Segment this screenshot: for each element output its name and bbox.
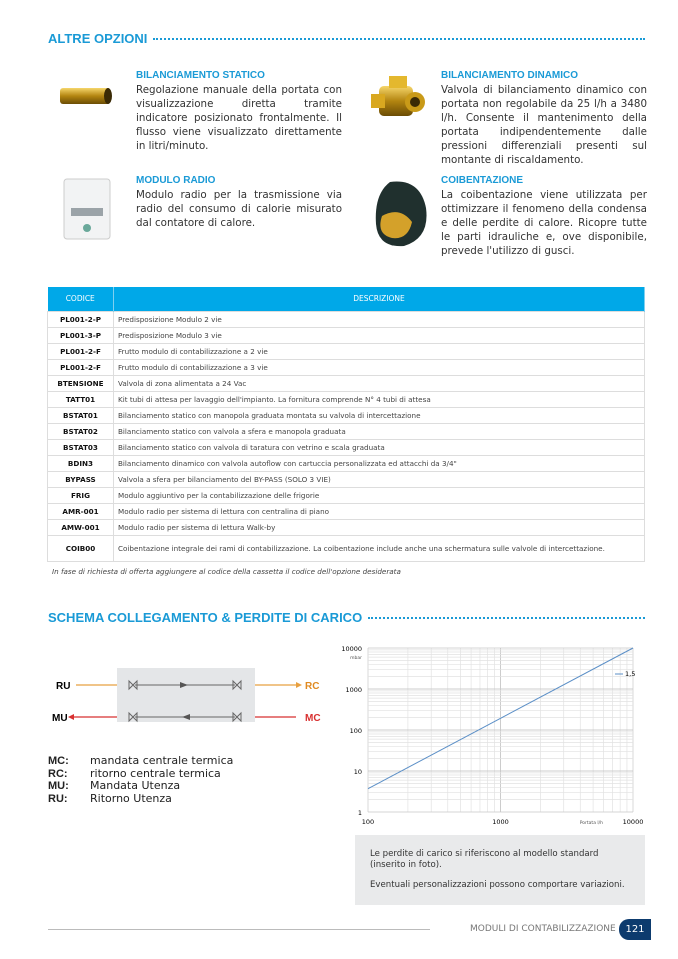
cell-description: Valvola a sfera per bilanciamento del BY-PASS (SOLO 3 VIE)	[114, 471, 645, 487]
legend-key: RU:	[48, 792, 68, 805]
table-row	[48, 503, 645, 519]
table-row	[48, 327, 645, 343]
section-title-text: SCHEMA COLLEGAMENTO & PERDITE DI CARICO	[48, 610, 363, 625]
dotted-divider	[153, 38, 645, 40]
info-box	[355, 835, 645, 905]
cell-description: Frutto modulo di contabilizzazione a 3 vie	[114, 359, 645, 375]
dotted-divider	[368, 617, 645, 619]
y-tick-label: 10000	[341, 645, 362, 653]
table-row	[48, 487, 645, 503]
legend-value: ritorno centrale termica	[90, 766, 221, 780]
table-row	[48, 535, 645, 561]
cell-description: Coibentazione integrale dei rami di contabilizzazione. La coibentazione include anche una schermatura sulle valvole di intercettazione.	[114, 535, 645, 561]
option-radio-module	[136, 174, 342, 230]
abbreviation-legend	[48, 755, 233, 805]
dynamic-balancing-valve-image	[367, 72, 427, 132]
cell-code: BYPASS	[48, 471, 114, 487]
table-row	[48, 311, 645, 327]
option-title: BILANCIAMENTO STATICO	[136, 70, 265, 81]
table-row	[48, 375, 645, 391]
y-tick-label: 1000	[345, 686, 362, 694]
cell-description: Valvola di zona alimentata a 24 Vac	[114, 375, 645, 391]
cell-code: BDIN3	[48, 455, 114, 471]
legend-value: Mandata Utenza	[90, 779, 181, 792]
y-axis-label: mbar	[350, 656, 362, 661]
option-dynamic-balancing	[441, 69, 647, 167]
section-title-schema	[48, 610, 645, 625]
x-axis-label: Portata l/h	[579, 821, 603, 826]
cell-description: Modulo aggiuntivo per la contabilizzazione delle frigorie	[114, 487, 645, 503]
y-tick-label: 1	[357, 809, 362, 817]
footer-section-name: MODULI DI CONTABILIZZAZIONE	[470, 924, 616, 934]
table-row	[48, 343, 645, 359]
table-row	[48, 439, 645, 455]
cell-description: Modulo radio per sistema di lettura Walk-by	[114, 519, 645, 535]
table-row	[48, 391, 645, 407]
column-header-descrizione: DESCRIZIONE	[114, 287, 645, 311]
cell-description: Bilanciamento statico con valvola di taratura con vetrino e scala graduata	[114, 439, 645, 455]
table-row	[48, 423, 645, 439]
cell-code: FRIG	[48, 487, 114, 503]
x-tick-label: 100	[361, 818, 375, 826]
cell-code: PL001-3-P	[48, 327, 114, 343]
option-title: MODULO RADIO	[136, 175, 216, 186]
pressure-loss-chart	[340, 638, 650, 833]
label-ru: RU	[56, 681, 71, 692]
cell-description: Predisposizione Modulo 2 vie	[114, 311, 645, 327]
connection-diagram	[40, 660, 340, 730]
label-rc: RC	[305, 681, 320, 692]
cell-code: BTENSIONE	[48, 375, 114, 391]
arrow-left-icon	[68, 714, 74, 720]
y-tick-label: 10	[353, 768, 362, 776]
radio-module-image	[63, 178, 111, 240]
legend-key: MU:	[48, 780, 69, 792]
option-insulation	[441, 174, 647, 258]
arrow-right-icon	[296, 682, 302, 688]
cell-code: BSTAT02	[48, 423, 114, 439]
cell-code: COIB00	[48, 535, 114, 561]
x-tick-label: 10000	[622, 818, 644, 826]
insulation-shell-image	[370, 178, 430, 250]
cell-description: Kit tubi di attesa per lavaggio dell'impianto. La fornitura comprende N° 4 tubi di attesa	[114, 391, 645, 407]
option-description: Regolazione manuale della portata con visualizzazione diretta tramite indicatore posizionato frontalmente. Il flusso viene visualizzato direttamente in litri/minuto.	[136, 84, 342, 152]
table-row	[48, 519, 645, 535]
section-title-altre-opzioni	[48, 31, 645, 46]
cell-description: Modulo radio per sistema di lettura con centralina di piano	[114, 503, 645, 519]
option-title: COIBENTAZIONE	[441, 175, 524, 186]
legend-label: 1,5	[625, 670, 636, 678]
static-balancing-valve-image	[58, 82, 114, 110]
cell-description: Bilanciamento statico con valvola a sfera e manopola graduata	[114, 423, 645, 439]
cell-code: BSTAT03	[48, 439, 114, 455]
cell-code: AMR-001	[48, 503, 114, 519]
legend-item	[48, 793, 233, 806]
table-row	[48, 359, 645, 375]
cell-description: Bilanciamento dinamico con valvola autoflow con cartuccia personalizzata ed attacchi da 3/4"	[114, 455, 645, 471]
option-description: Modulo radio per la trasmissione via radio del consumo di calorie misurato dal contatore di calore.	[136, 189, 342, 229]
info-text: Eventuali personalizzazioni possono comportare variazioni.	[370, 880, 625, 890]
option-title: BILANCIAMENTO DINAMICO	[441, 70, 579, 81]
cell-code: PL001-2-P	[48, 311, 114, 327]
table-row	[48, 455, 645, 471]
footer-divider	[48, 929, 430, 930]
cell-description: Predisposizione Modulo 3 vie	[114, 327, 645, 343]
table-row	[48, 407, 645, 423]
cell-code: AMW-001	[48, 519, 114, 535]
label-mc: MC	[305, 713, 321, 724]
table-row	[48, 471, 645, 487]
column-header-codice: CODICE	[48, 287, 114, 311]
legend-key: RC:	[48, 767, 68, 780]
option-description: La coibentazione viene utilizzata per ottimizzare il fenomeno della condensa e delle perdite di calore. Ricopre tutte le parti idrauliche e, ove disponibile, prevede l'utilizzo di gusci.	[441, 189, 647, 257]
x-tick-label: 1000	[492, 818, 509, 826]
cell-description: Bilanciamento statico con manopola graduata montata su valvola di intercettazione	[114, 407, 645, 423]
cell-code: PL001-2-F	[48, 343, 114, 359]
option-description: Valvola di bilanciamento dinamico con portata non regolabile da 25 l/h a 3480 l/h. Consente il mantenimento della portata indipendentemente dalle pressioni differenziali presenti sul montante di riscaldamento.	[441, 84, 647, 166]
cell-code: TATT01	[48, 391, 114, 407]
info-text: Le perdite di carico si riferiscono al modello standard (inserito in foto).	[370, 849, 599, 870]
cell-description: Frutto modulo di contabilizzazione a 2 vie	[114, 343, 645, 359]
cell-code: PL001-2-F	[48, 359, 114, 375]
label-mu: MU	[52, 713, 68, 724]
y-tick-label: 100	[349, 727, 362, 735]
legend-value: Ritorno Utenza	[90, 791, 172, 805]
page-number: 121	[619, 919, 651, 940]
cell-code: BSTAT01	[48, 407, 114, 423]
options-table	[47, 287, 645, 562]
section-title-text: ALTRE OPZIONI	[48, 31, 148, 46]
option-static-balancing	[136, 69, 342, 153]
table-note: In fase di richiesta di offerta aggiungere al codice della cassetta il codice dell'opzione desiderata	[52, 567, 401, 576]
legend-key: MC:	[48, 755, 69, 767]
legend-value: mandata centrale termica	[90, 754, 234, 767]
